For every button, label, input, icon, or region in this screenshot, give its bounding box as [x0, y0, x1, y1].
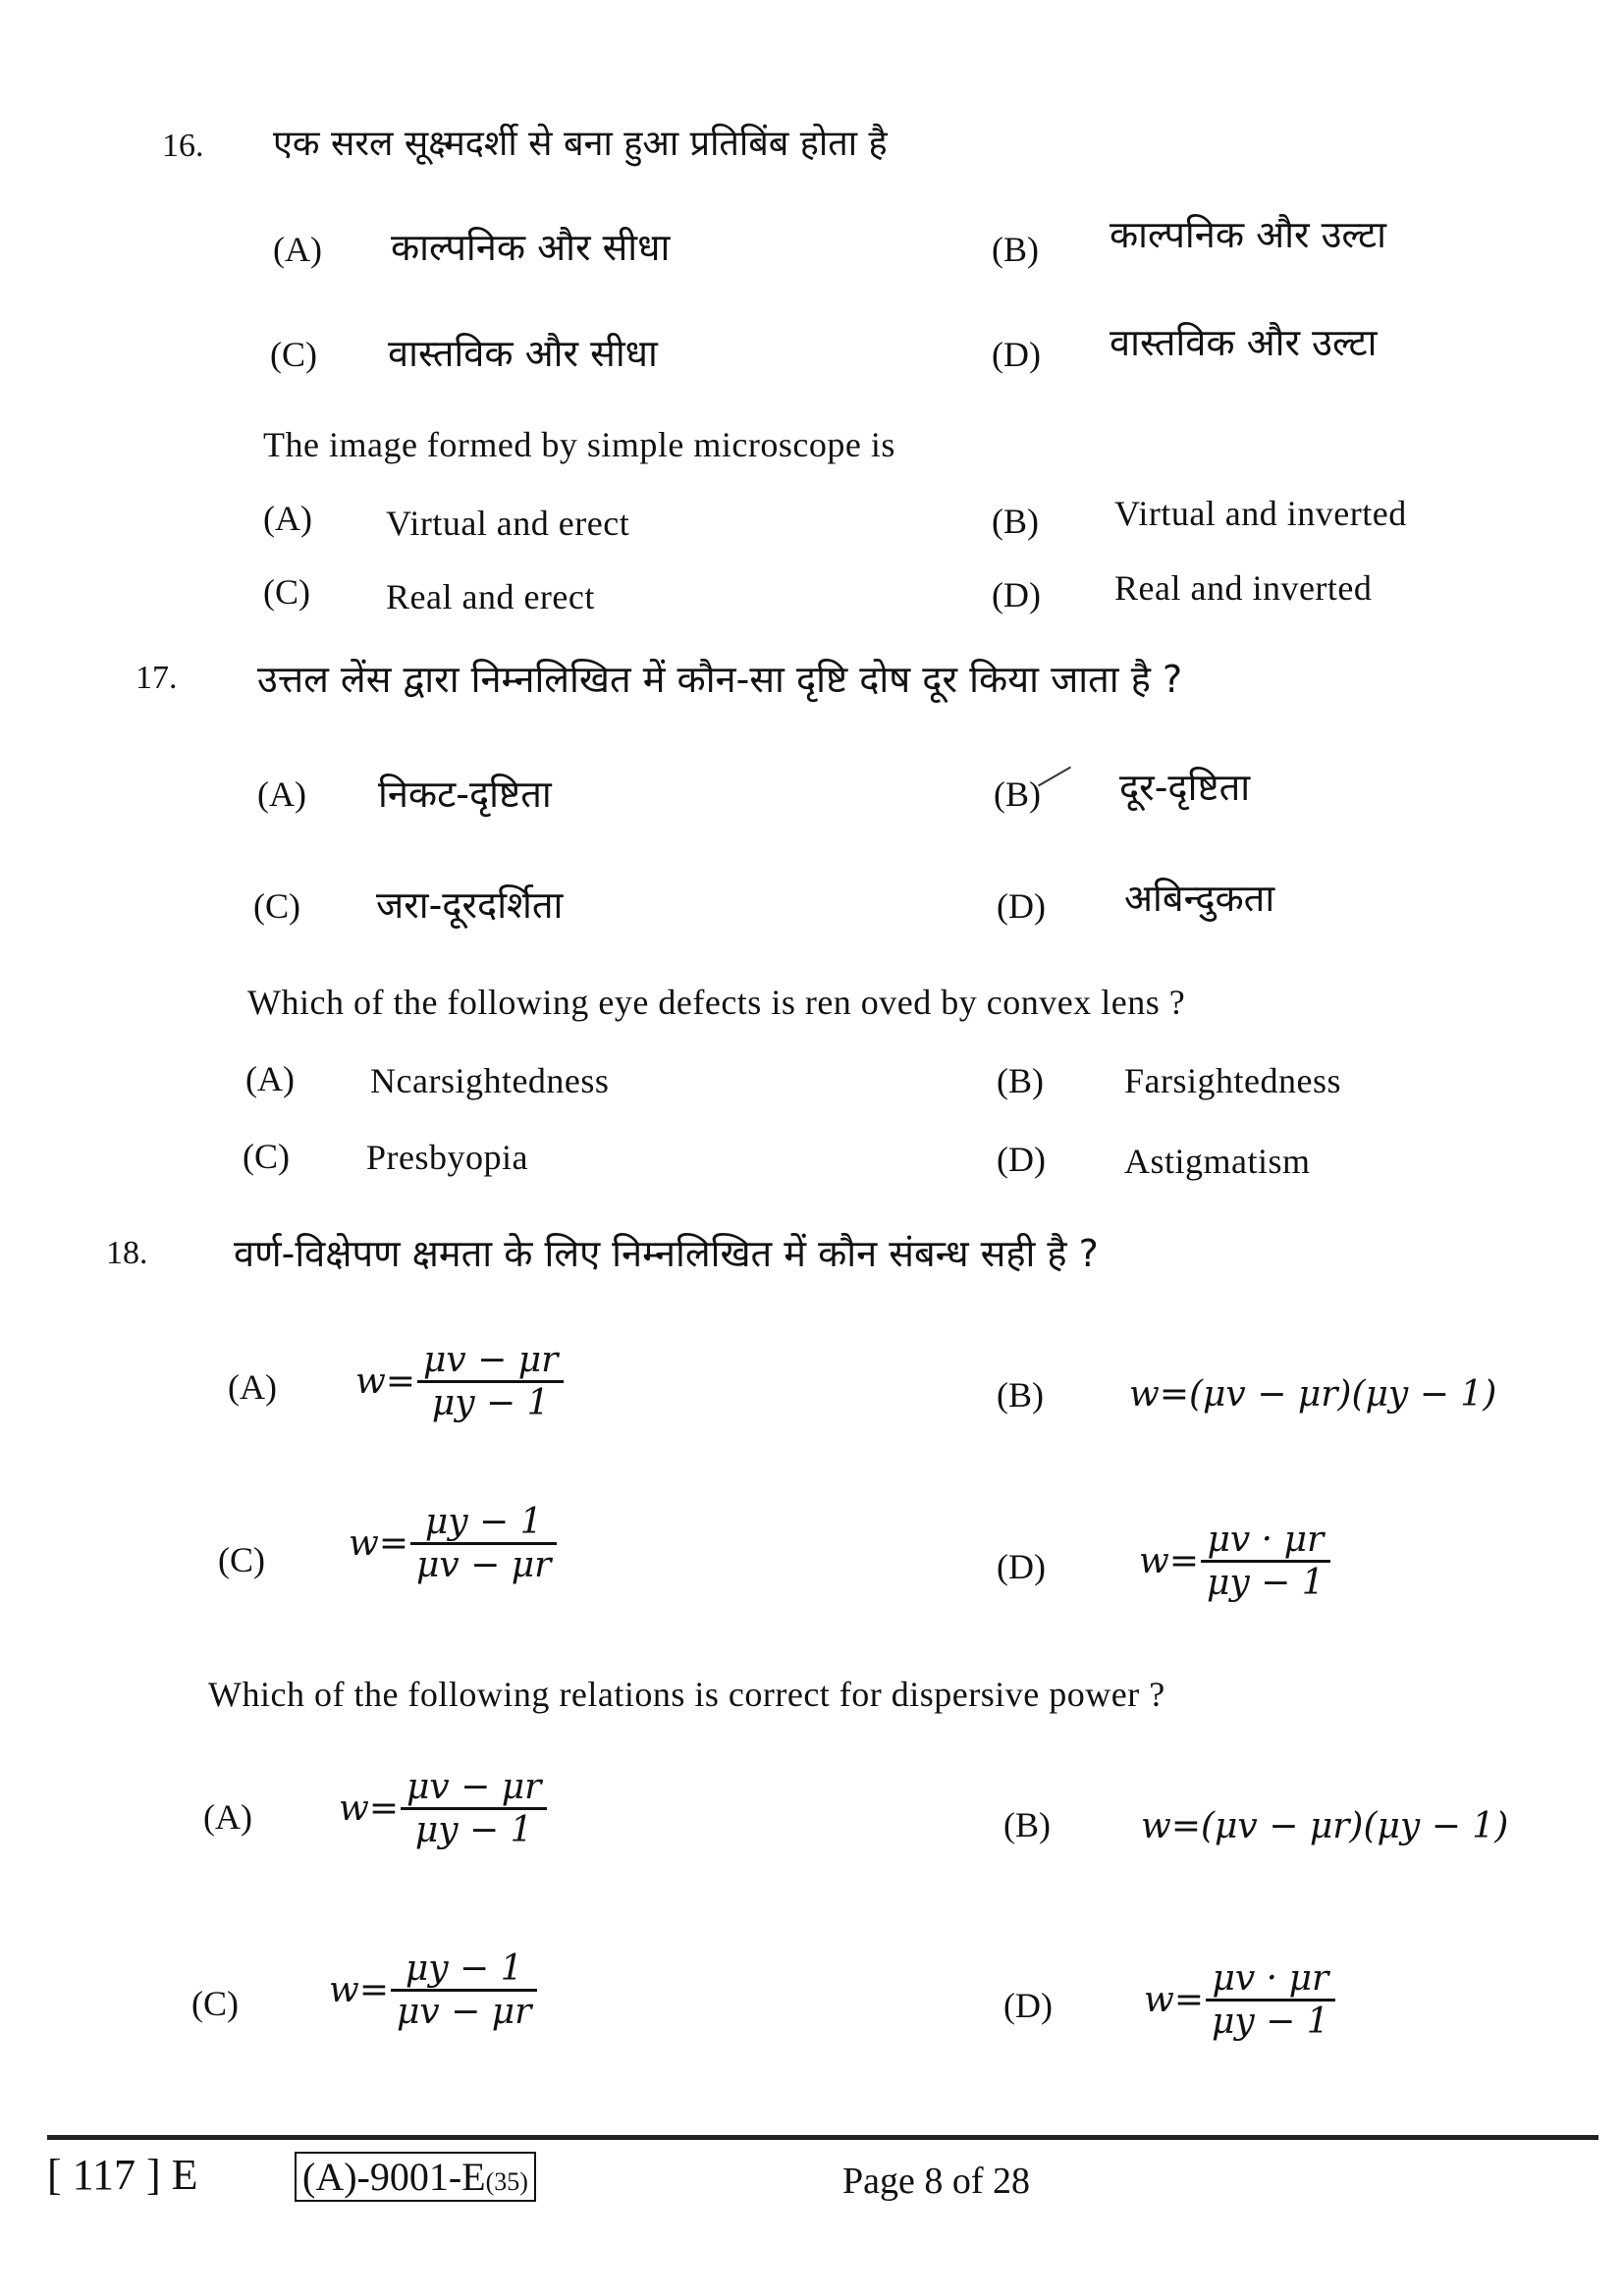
- option-text: Astigmatism: [1124, 1142, 1311, 1181]
- option-label: (A): [263, 499, 312, 538]
- option-text: Farsightedness: [1124, 1061, 1341, 1100]
- question-text-english: Which of the following relations is correct for dispersive power ?: [208, 1675, 1165, 1714]
- formula-c: w= $\frac{\mu y - 1}{\mu v - \mu r}$: [329, 1949, 537, 2033]
- tick-mark: [1038, 767, 1071, 787]
- option-text: Virtual and inverted: [1114, 494, 1407, 533]
- option-text: वास्तविक और उल्टा: [1110, 321, 1378, 364]
- option-label: (A): [203, 1797, 252, 1837]
- option-text: अबिन्दुकता: [1124, 877, 1275, 920]
- option-text: Presbyopia: [366, 1138, 528, 1177]
- option-text: काल्पनिक और सीधा: [391, 226, 671, 269]
- question-text-hindi: एक सरल सूक्ष्मदर्शी से बना हुआ प्रतिबिंब होता है: [273, 124, 888, 164]
- footer-divider: [47, 2135, 1598, 2140]
- option-label: (A): [228, 1367, 277, 1407]
- option-label: (B): [997, 1061, 1044, 1100]
- option-label: (B): [994, 774, 1041, 814]
- option-label: (D): [992, 575, 1041, 614]
- option-label: (D): [1003, 1986, 1053, 2025]
- option-label: (B): [997, 1375, 1044, 1415]
- formula-b: w=(μv − μr)(μy − 1): [1141, 1806, 1509, 1846]
- option-label: (D): [997, 886, 1046, 926]
- formula-c: w= $\frac{\mu y - 1}{\mu v - \mu r}$: [349, 1502, 557, 1586]
- question-number: 17.: [135, 660, 178, 696]
- option-label: (C): [243, 1137, 290, 1176]
- question-number: 16.: [162, 128, 204, 164]
- option-label: (A): [273, 230, 322, 269]
- option-label: (D): [997, 1140, 1046, 1179]
- option-text: वास्तविक और सीधा: [388, 332, 658, 375]
- option-label: (B): [992, 502, 1039, 541]
- option-label: (B): [1003, 1805, 1051, 1844]
- page-number: Page 8 of 28: [842, 2161, 1031, 2202]
- formula-a: w= $\frac{\mu v - \mu r}{\mu y - 1}$: [339, 1767, 547, 1851]
- option-label: (A): [245, 1059, 295, 1098]
- question-text-hindi: वर्ण-विक्षेपण क्षमता के लिए निम्नलिखित में कौन संबन्ध सही है ?: [234, 1232, 1099, 1275]
- formula-a: w= $\frac{\mu v - \mu r}{\mu y - 1}$: [355, 1340, 564, 1424]
- option-label: (C): [218, 1540, 265, 1579]
- formula-d: w= $\frac{\mu v \cdot \mu r}{\mu y - 1}$: [1139, 1520, 1330, 1604]
- option-text: Virtual and erect: [386, 504, 630, 543]
- option-text: Real and inverted: [1114, 568, 1373, 608]
- option-label: (D): [997, 1547, 1046, 1586]
- paper-code-box: (A)-9001-E(35): [295, 2152, 536, 2202]
- formula-d: w= $\frac{\mu v \cdot \mu r}{\mu y - 1}$: [1144, 1958, 1335, 2043]
- formula-b: w=(μv − μr)(μy − 1): [1129, 1374, 1497, 1415]
- option-label: (B): [992, 230, 1039, 269]
- paper-code-left: [ 117 ] E: [47, 2151, 198, 2199]
- option-label: (D): [992, 335, 1041, 374]
- option-text: निकट-दृष्टिता: [378, 773, 552, 816]
- option-label: (C): [270, 335, 317, 374]
- option-text: जरा-दूरदर्शिता: [376, 883, 564, 927]
- option-text: Ncarsightedness: [370, 1061, 610, 1100]
- question-text-hindi: उत्तल लेंस द्वारा निम्नलिखित में कौन-सा दृष्टि दोष दूर किया जाता है ?: [257, 658, 1183, 701]
- option-text: दूर-दृष्टिता: [1119, 766, 1251, 809]
- option-text: काल्पनिक और उल्टा: [1110, 213, 1386, 256]
- option-text: Real and erect: [386, 577, 595, 616]
- question-text-english: The image formed by simple microscope is: [263, 425, 895, 464]
- option-label: (A): [257, 774, 306, 814]
- question-text-english: Which of the following eye defects is ren oved by convex lens ?: [247, 983, 1186, 1022]
- option-label: (C): [263, 572, 310, 612]
- question-number: 18.: [106, 1235, 148, 1271]
- option-label: (C): [191, 1984, 239, 2023]
- option-label: (C): [253, 886, 300, 926]
